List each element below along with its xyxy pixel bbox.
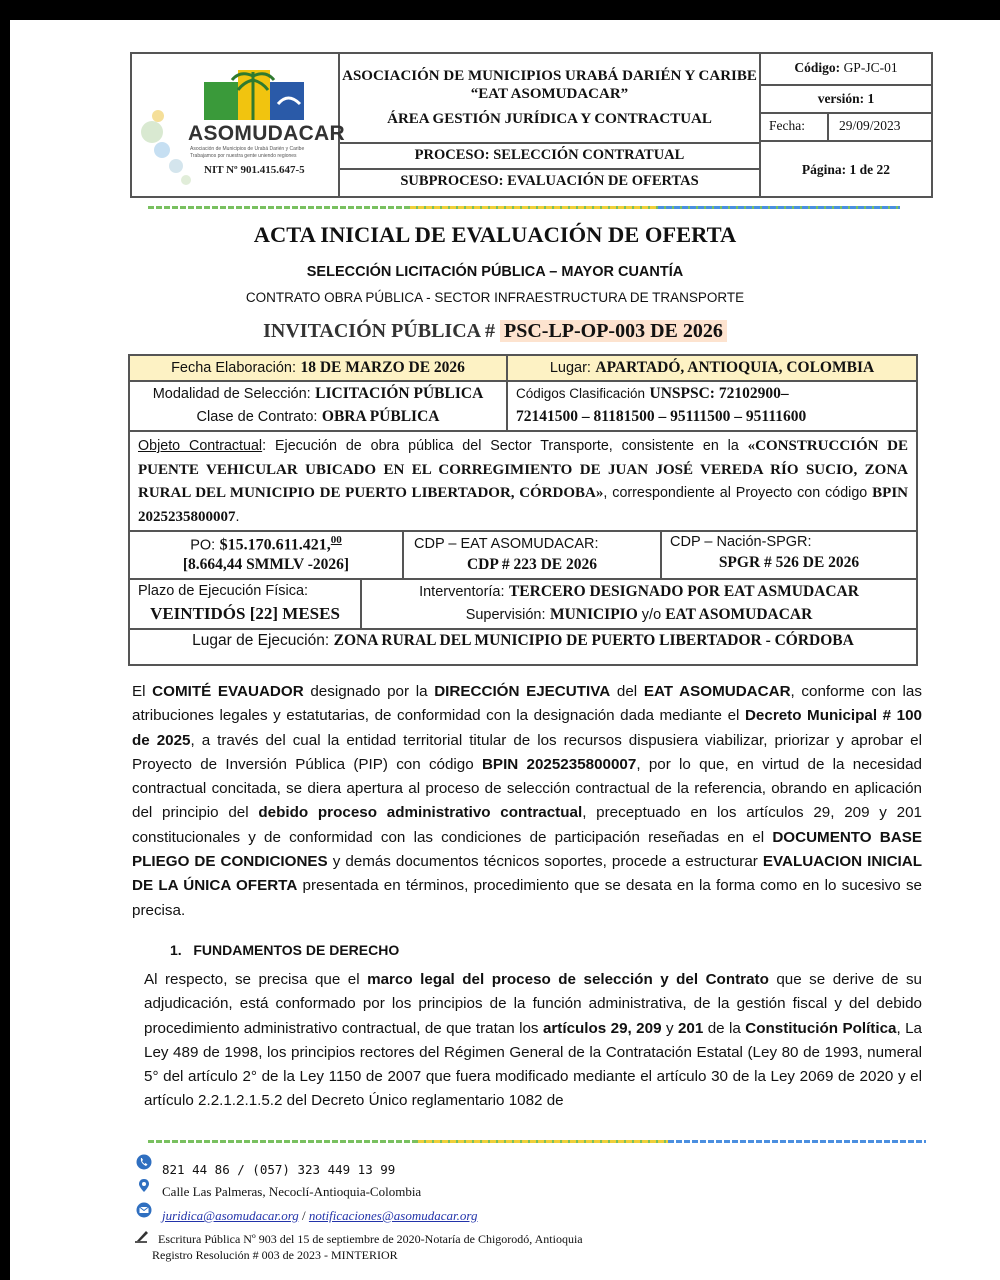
emphasized-text: BPIN 2025235800007 <box>481 755 637 773</box>
objeto-end: . <box>235 508 240 525</box>
process-info-table <box>128 354 918 666</box>
footer-escritura: Escritura Pública Nº 903 del 15 de septiembre de 2020-Notaría de Chigorodó, Antioquia <box>158 1232 583 1246</box>
po-value: $15.170.611.421, <box>219 536 331 554</box>
lugar-label: Lugar: <box>549 360 591 376</box>
emphasized-text: DIRECCIÓN EJECUTIVA <box>434 683 611 700</box>
po-smmlv: [8.664,44 SMMLV -2026] <box>182 556 350 573</box>
logo-tagline-1: Asociación de Municipios de Urabá Darién y Caribe <box>190 146 305 152</box>
fecha-elaboracion-value: 18 DE MARZO DE 2026 <box>300 359 465 376</box>
unspsc-value-2: 72141500 – 81181500 – 95111500 – 95111600 <box>516 408 807 425</box>
paragraph-text: y <box>661 1019 678 1037</box>
plazo-value: VEINTIDÓS [22] MESES <box>150 604 340 623</box>
contract-subtitle: CONTRATO OBRA PÚBLICA - SECTOR INFRAESTRUCTURA DE TRANSPORTE <box>245 290 745 305</box>
invitation-code: PSC-LP-OP-003 DE 2026 <box>500 320 727 342</box>
table-row <box>130 532 916 580</box>
paragraph-text: del <box>610 683 644 700</box>
emphasized-text: Constitución Política <box>745 1019 897 1037</box>
emphasized-text: marco legal del proceso de selección y del Contrato <box>367 971 769 988</box>
document-control-cell <box>761 54 931 196</box>
emphasized-text: 201 <box>677 1019 704 1037</box>
clase-label: Clase de Contrato: <box>196 409 318 425</box>
email-link-notificaciones[interactable]: notificaciones@asomudacar.org <box>308 1208 478 1223</box>
codigo-value: GP-JC-01 <box>843 60 898 75</box>
clase-value: OBRA PÚBLICA <box>321 408 440 425</box>
emphasized-text: Decreto Municipal # 100 de 2025 <box>132 707 922 749</box>
emphasized-text: artículos 29, 209 <box>542 1019 662 1037</box>
footer-registro: Registro Resolución # 003 de 2023 - MINTERIOR <box>152 1248 398 1262</box>
objeto-label: Objeto Contractual <box>138 438 263 454</box>
modalidad-label: Modalidad de Selección: <box>152 386 311 402</box>
objeto-bold: «CONSTRUCCIÓN DE PUENTE VEHICULAR UBICADO EN EL CORREGIMIENTO DE JUAN JOSÉ VEREDA RÍO SUCIO, ZONA RURAL DEL MUNICIPIO DE PUERTO LIBERTADOR, CÓRDOBA» <box>138 438 908 501</box>
document-page <box>10 20 1000 1280</box>
emphasized-text: DOCUMENTO BASE PLIEGO DE CONDICIONES <box>132 828 922 871</box>
logo-cell <box>132 54 345 196</box>
objeto-bpin: BPIN 2025235800007 <box>138 485 909 525</box>
email-separator: / <box>298 1208 309 1223</box>
org-title-block <box>340 54 759 144</box>
document-header <box>130 52 933 198</box>
subproceso-row: SUBPROCESO: EVALUACIÓN DE OFERTAS <box>400 173 699 189</box>
interventoria-label: Interventoría: <box>419 584 505 600</box>
legal-paragraph <box>144 968 922 1114</box>
unspsc-label: Códigos Clasificación <box>516 386 646 401</box>
table-row <box>130 432 916 532</box>
paragraph-text: , por lo que, en virtud de la necesidad contractual concitada, se diera apertura al proceso de selección contractual de la referencia, obrando en aplicación del principio del <box>132 755 922 822</box>
invitation-heading <box>0 320 990 343</box>
emphasized-text: COMITÉ EVAUADOR <box>152 683 304 700</box>
cdp1-label: CDP – EAT ASOMUDACAR: <box>414 536 599 552</box>
paragraph-text: y demás documentos técnicos soportes, procede a estructurar <box>327 853 763 871</box>
paragraph-text: , conforme con las atribuciones legales y estatutarias, de conformidad con la designación dada mediante el <box>132 683 922 725</box>
fecha-label: Fecha: <box>769 118 805 133</box>
codigo-label: Código: <box>794 60 841 75</box>
emphasized-text: EAT ASOMUDACAR <box>643 683 791 700</box>
fecha-value: 29/09/2023 <box>839 118 901 133</box>
selection-subtitle: SELECCIÓN LICITACIÓN PÚBLICA – MAYOR CUANTÍA <box>306 264 684 280</box>
section-heading: 1. FUNDAMENTOS DE DERECHO <box>170 942 400 958</box>
footer-emails <box>162 1208 477 1224</box>
cdp2-label: CDP – Nación-SPGR: <box>670 534 812 550</box>
emphasized-text: debido proceso administrativo contractual <box>258 804 583 822</box>
unspsc-value-1: UNSPSC: 72102900– <box>649 385 789 402</box>
paragraph-text: , preceptuado en los artículos 29, 209 y 201 constitucionales y de conformidad con las condiciones de participación reseñadas en el <box>132 804 923 846</box>
paragraph-text: , La Ley 489 de 1998, los principios rectores del Régimen General de la Contratación Estatal (Ley 80 de 1993, numeral 5° del artículo 2° de la Ley 1150 de 2007 que fuera modificado mediante el artículo 30 de la Ley 2069 de 2020 y el artículo 2.2.1.2.1.5.2 del Decreto Único reglamentario 1082 de <box>144 1019 923 1110</box>
lugar-ejecucion-value: ZONA RURAL DEL MUNICIPIO DE PUERTO LIBERTADOR - CÓRDOBA <box>333 632 854 649</box>
po-cents: 00 <box>330 534 342 546</box>
proceso-row: PROCESO: SELECCIÓN CONTRATUAL <box>340 142 759 170</box>
objeto-contractual <box>138 435 908 529</box>
modalidad-value: LICITACIÓN PÚBLICA <box>315 385 484 402</box>
objeto-text-2: , correspondiente al Proyecto con código <box>603 485 873 501</box>
nit-text: NIT Nº 901.415.647-5 <box>204 164 305 176</box>
header-separator <box>148 206 900 209</box>
po-label: PO: <box>190 537 216 554</box>
supervision-value-1: MUNICIPIO <box>549 606 638 623</box>
pagina-text: Página: 1 de 22 <box>801 162 891 177</box>
lugar-ejecucion-label: Lugar de Ejecución: <box>192 632 330 649</box>
version-text: versión: 1 <box>817 91 875 106</box>
phone-icon <box>136 1154 152 1170</box>
table-row <box>130 632 916 650</box>
logo-wordmark: ASOMUDACAR <box>188 122 345 145</box>
supervision-value-2: EAT ASOMUDACAR <box>665 606 813 623</box>
cdp1-value: CDP # 223 DE 2026 <box>466 556 598 573</box>
cdp2-value: SPGR # 526 DE 2026 <box>718 554 860 571</box>
paragraph-text: , a través del cual la entidad territorial titular de los recursos dispusiera viabilizar, priorizar y aprobar el Proyecto de Inversión Pública (PIP) con código <box>132 731 923 773</box>
table-row <box>130 382 916 432</box>
codigo-row <box>761 60 931 76</box>
org-cell <box>340 54 761 196</box>
footer-phone: 821 44 86 / (057) 323 449 13 99 <box>162 1162 396 1177</box>
email-icon <box>136 1202 152 1218</box>
intro-paragraph <box>132 680 922 923</box>
paragraph-text: que se derive de su adjudicación, está conformado por los principios de la función administrativa, de la gestión fiscal y del debido procedimiento administrativo contractual, de que tratan los <box>144 971 922 1037</box>
objeto-text: : Ejecución de obra pública del Sector Transporte, consistente en la <box>262 438 748 454</box>
plazo-label: Plazo de Ejecución Física: <box>138 583 309 599</box>
logo-tagline-2: Trabajamos por nuestra gente uniendo regiones <box>190 153 297 159</box>
table-row <box>130 580 916 630</box>
invitation-prefix: INVITACIÓN PÚBLICA # <box>263 320 495 342</box>
supervision-label: Supervisión: <box>465 607 546 623</box>
table-row <box>130 356 916 382</box>
paragraph-text: El <box>132 683 153 700</box>
location-pin-icon <box>136 1178 152 1194</box>
notary-quill-icon <box>134 1228 150 1244</box>
supervision-mid: y/o <box>637 607 666 623</box>
paragraph-text: designado por la <box>303 683 435 700</box>
footer-separator <box>148 1140 926 1143</box>
paragraph-text: Al respecto, se precisa que el <box>144 971 368 988</box>
emphasized-text: EVALUACION INICIAL DE LA ÚNICA OFERTA <box>132 853 922 895</box>
lugar-value: APARTADÓ, ANTIOQUIA, COLOMBIA <box>595 359 875 376</box>
area-name: ÁREA GESTIÓN JURÍDICA Y CONTRACTUAL <box>387 111 712 127</box>
email-link-juridica[interactable]: juridica@asomudacar.org <box>162 1208 299 1223</box>
org-name: ASOCIACIÓN DE MUNICIPIOS URABÁ DARIÉN Y CARIBE <box>342 68 757 84</box>
footer-address: Calle Las Palmeras, Necoclí-Antioquia-Colombia <box>162 1184 422 1199</box>
fecha-elaboracion-label: Fecha Elaboración: <box>171 360 296 376</box>
document-title: ACTA INICIAL DE EVALUACIÓN DE OFERTA <box>253 222 737 247</box>
interventoria-value: TERCERO DESIGNADO POR EAT ASMUDACAR <box>508 583 859 600</box>
paragraph-text: de la <box>703 1019 746 1037</box>
org-acronym: “EAT ASOMUDACAR” <box>470 86 629 102</box>
paragraph-text: presentada en términos, procedimiento que se desata en la forma como en lo sucesivo se precisa. <box>132 877 922 919</box>
